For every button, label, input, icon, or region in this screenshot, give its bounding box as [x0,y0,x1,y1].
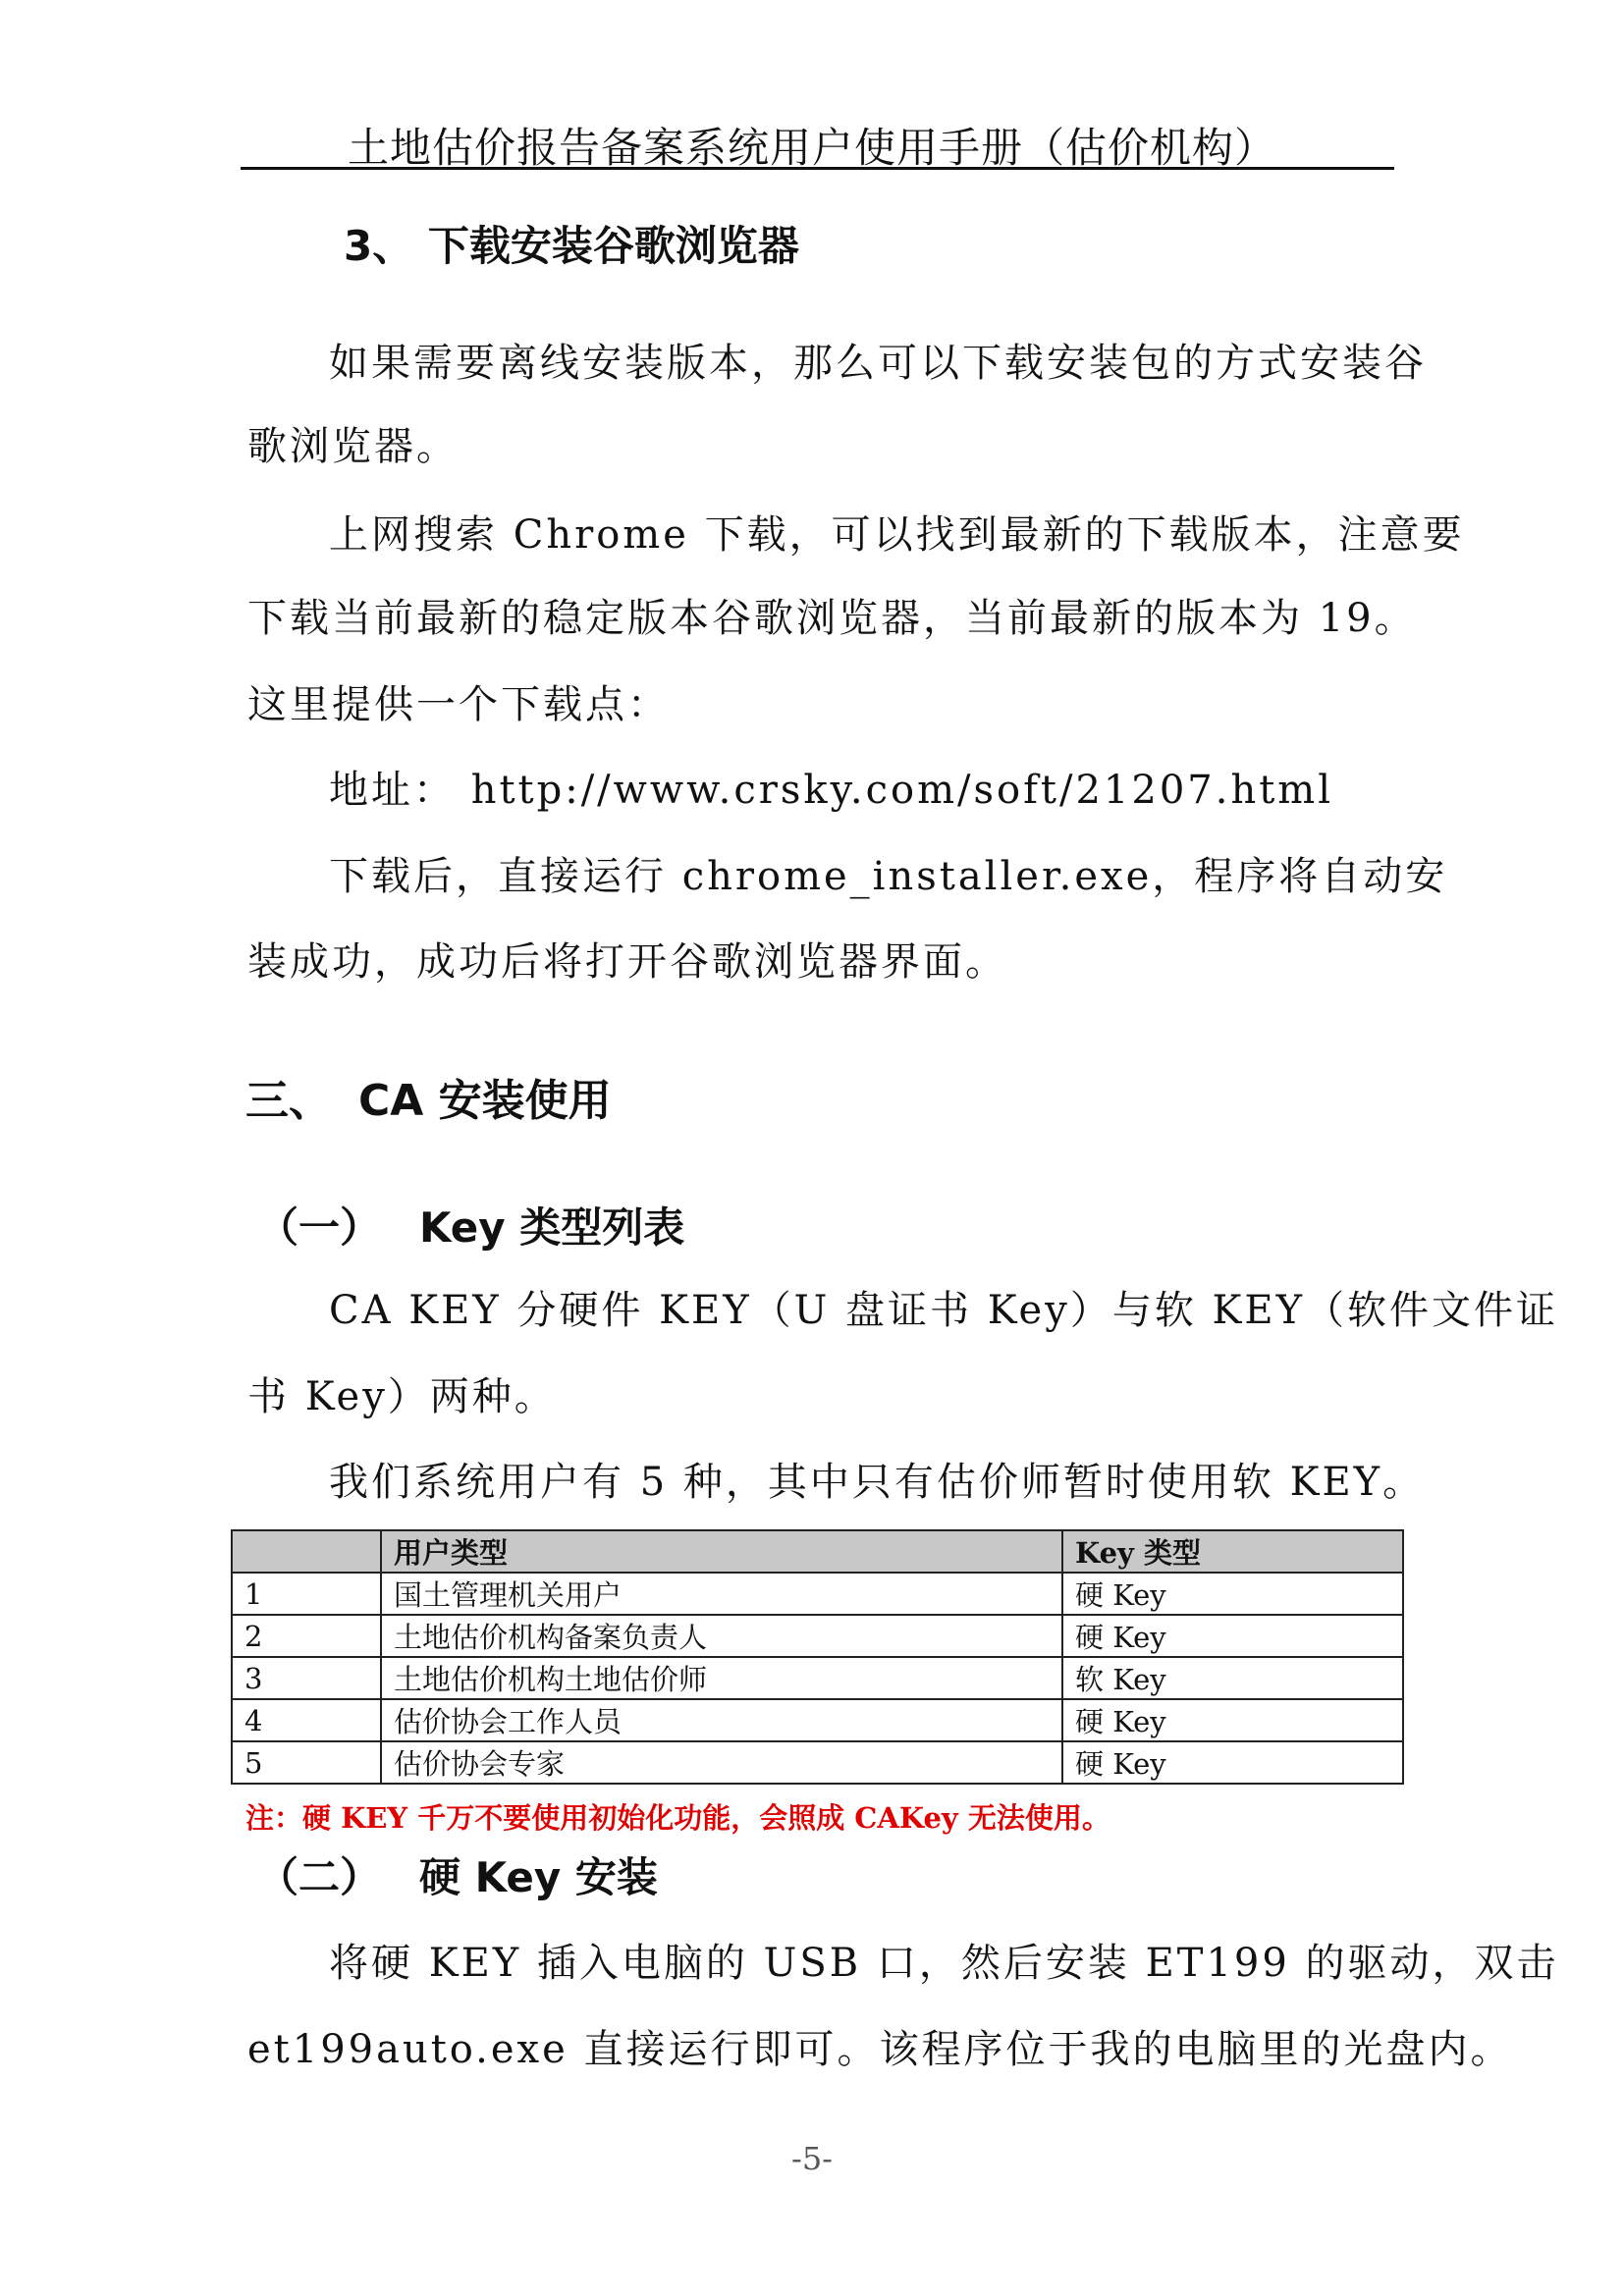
table-cell: 估价协会专家 [381,1741,1062,1784]
paragraph-line: 书 Key）两种。 [247,1374,557,1419]
table-cell: 3 [232,1657,381,1699]
table-cell: 5 [232,1741,381,1784]
download-address: 地址： http://www.crsky.com/soft/21207.html [329,768,1334,813]
subsection-heading-key-types [257,1196,684,1255]
table-cell: 硬 Key [1062,1573,1403,1615]
table-cell: 土地估价机构土地估价师 [381,1657,1062,1699]
paragraph-line: CA KEY 分硬件 KEY（U 盘证书 Key）与软 KEY（软件文件证 [329,1288,1559,1333]
paragraph-line: 上网搜索 Chrome 下载，可以找到最新的下载版本，注意要 [329,512,1465,558]
paragraph-line: 歌浏览器。 [247,424,459,469]
page-header-title: 土地估价报告备案系统用户使用手册（估价机构） [347,124,1276,172]
table-cell: 土地估价机构备案负责人 [381,1615,1062,1657]
subsection-number: （一） [257,1203,382,1252]
paragraph-line: 装成功，成功后将打开谷歌浏览器界面。 [247,939,1007,985]
chapter-number: 三、 [245,1076,332,1126]
chapter-title: CA 安装使用 [358,1076,612,1126]
table-cell: 2 [232,1615,381,1657]
header-rule [241,167,1394,170]
section-heading-download-chrome: 3、 下载安装谷歌浏览器 [344,222,799,270]
page-number: -5- [791,2140,833,2177]
subsection-number: （二） [257,1853,382,1901]
table-header-cell: 用户类型 [381,1530,1062,1573]
subsection-heading-hard-key [257,1845,658,1904]
subsection-title: Key 类型列表 [419,1203,685,1252]
table-cell: 硬 Key [1062,1615,1403,1657]
paragraph-line: 下载后，直接运行 chrome_installer.exe，程序将自动安 [329,854,1448,899]
paragraph-line: 如果需要离线安装版本，那么可以下载安装包的方式安装谷 [329,341,1427,386]
paragraph-line: 我们系统用户有 5 种，其中只有估价师暂时使用软 KEY。 [329,1460,1426,1505]
table-cell: 国土管理机关用户 [381,1573,1062,1615]
subsection-title: 硬 Key 安装 [419,1853,658,1901]
table-cell: 估价协会工作人员 [381,1699,1062,1741]
table-row [232,1615,1403,1657]
table-row [232,1699,1403,1741]
paragraph-line: 这里提供一个下载点： [247,682,670,727]
paragraph-line: 将硬 KEY 插入电脑的 USB 口，然后安装 ET199 的驱动，双击 [329,1941,1559,1986]
table-cell: 1 [232,1573,381,1615]
table-row [232,1741,1403,1784]
table-header-row [232,1530,1403,1573]
warning-note: 注：硬 KEY 千万不要使用初始化功能，会照成 CAKey 无法使用。 [245,1801,1110,1835]
paragraph-line: et199auto.exe 直接运行即可。该程序位于我的电脑里的光盘内。 [247,2027,1513,2072]
paragraph-line: 下载当前最新的稳定版本谷歌浏览器，当前最新的版本为 19。 [247,596,1417,641]
table-header-cell: Key 类型 [1062,1530,1403,1573]
table-row [232,1657,1403,1699]
table-cell: 硬 Key [1062,1699,1403,1741]
table-header-cell [232,1530,381,1573]
table-cell: 4 [232,1699,381,1741]
table-cell: 硬 Key [1062,1741,1403,1784]
chapter-heading-ca [245,1065,612,1128]
table-row [232,1573,1403,1615]
key-type-table [231,1529,1404,1785]
table-cell: 软 Key [1062,1657,1403,1699]
